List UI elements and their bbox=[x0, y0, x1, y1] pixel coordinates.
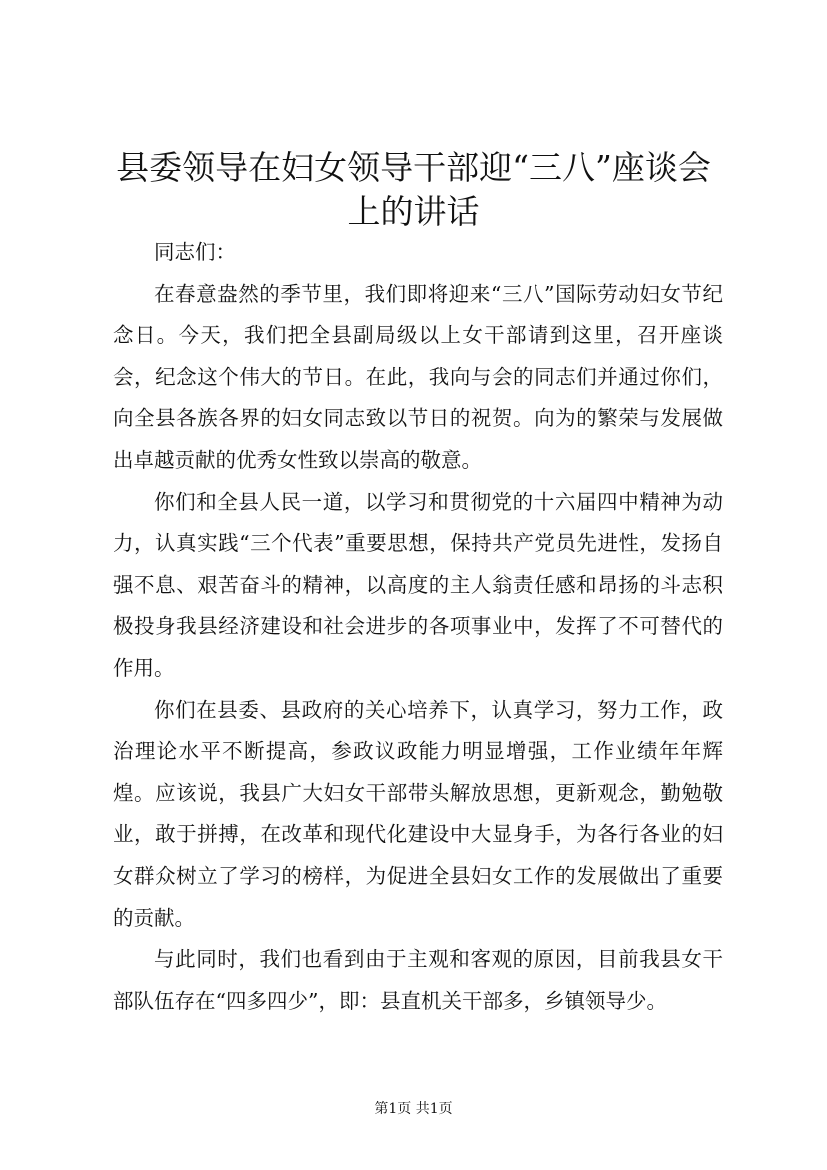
salutation-paragraph: 同志们： bbox=[154, 240, 236, 264]
document-body bbox=[113, 232, 723, 1022]
document-title: 县委领导在妇女领导干部迎“三八”座谈会上的讲话 bbox=[116, 148, 711, 231]
body-paragraph: 在春意盎然的季节里，我们即将迎来“三八”国际劳动妇女节纪念日。今天，我们把全县副局级以上女干部请到这里，召开座谈会，纪念这个伟大的节日。在此，我向与会的同志们并通过你们，向全县各族各界的妇女同志致以节日的祝贺。向为的繁荣与发展做出卓越贡献的优秀女性致以崇高的敬意。 bbox=[113, 281, 723, 472]
body-paragraph: 与此同时，我们也看到由于主观和客观的原因，目前我县女干部队伍存在“四多四少”，即：县直机关干部多，乡镇领导少。 bbox=[113, 947, 723, 1013]
body-paragraph: 你们和全县人民一道，以学习和贯彻党的十六届四中精神为动力，认真实践“三个代表”重要思想，保持共产党员先进性，发扬自强不息、艰苦奋斗的精神，以高度的主人翁责任感和昂扬的斗志积极投身我县经济建设和社会进步的各项事业中，发挥了不可替代的作用。 bbox=[113, 489, 723, 680]
body-paragraph: 你们在县委、县政府的关心培养下，认真学习，努力工作，政治理论水平不断提高，参政议政能力明显增强，工作业绩年年辉煌。应该说，我县广大妇女干部带头解放思想，更新观念，勤勉敬业，敢于拼搏，在改革和现代化建设中大显身手，为各行各业的妇女群众树立了学习的榜样，为促进全县妇女工作的发展做出了重要的贡献。 bbox=[113, 697, 723, 930]
page-number-footer: 第1页 共1页 bbox=[374, 1101, 453, 1117]
